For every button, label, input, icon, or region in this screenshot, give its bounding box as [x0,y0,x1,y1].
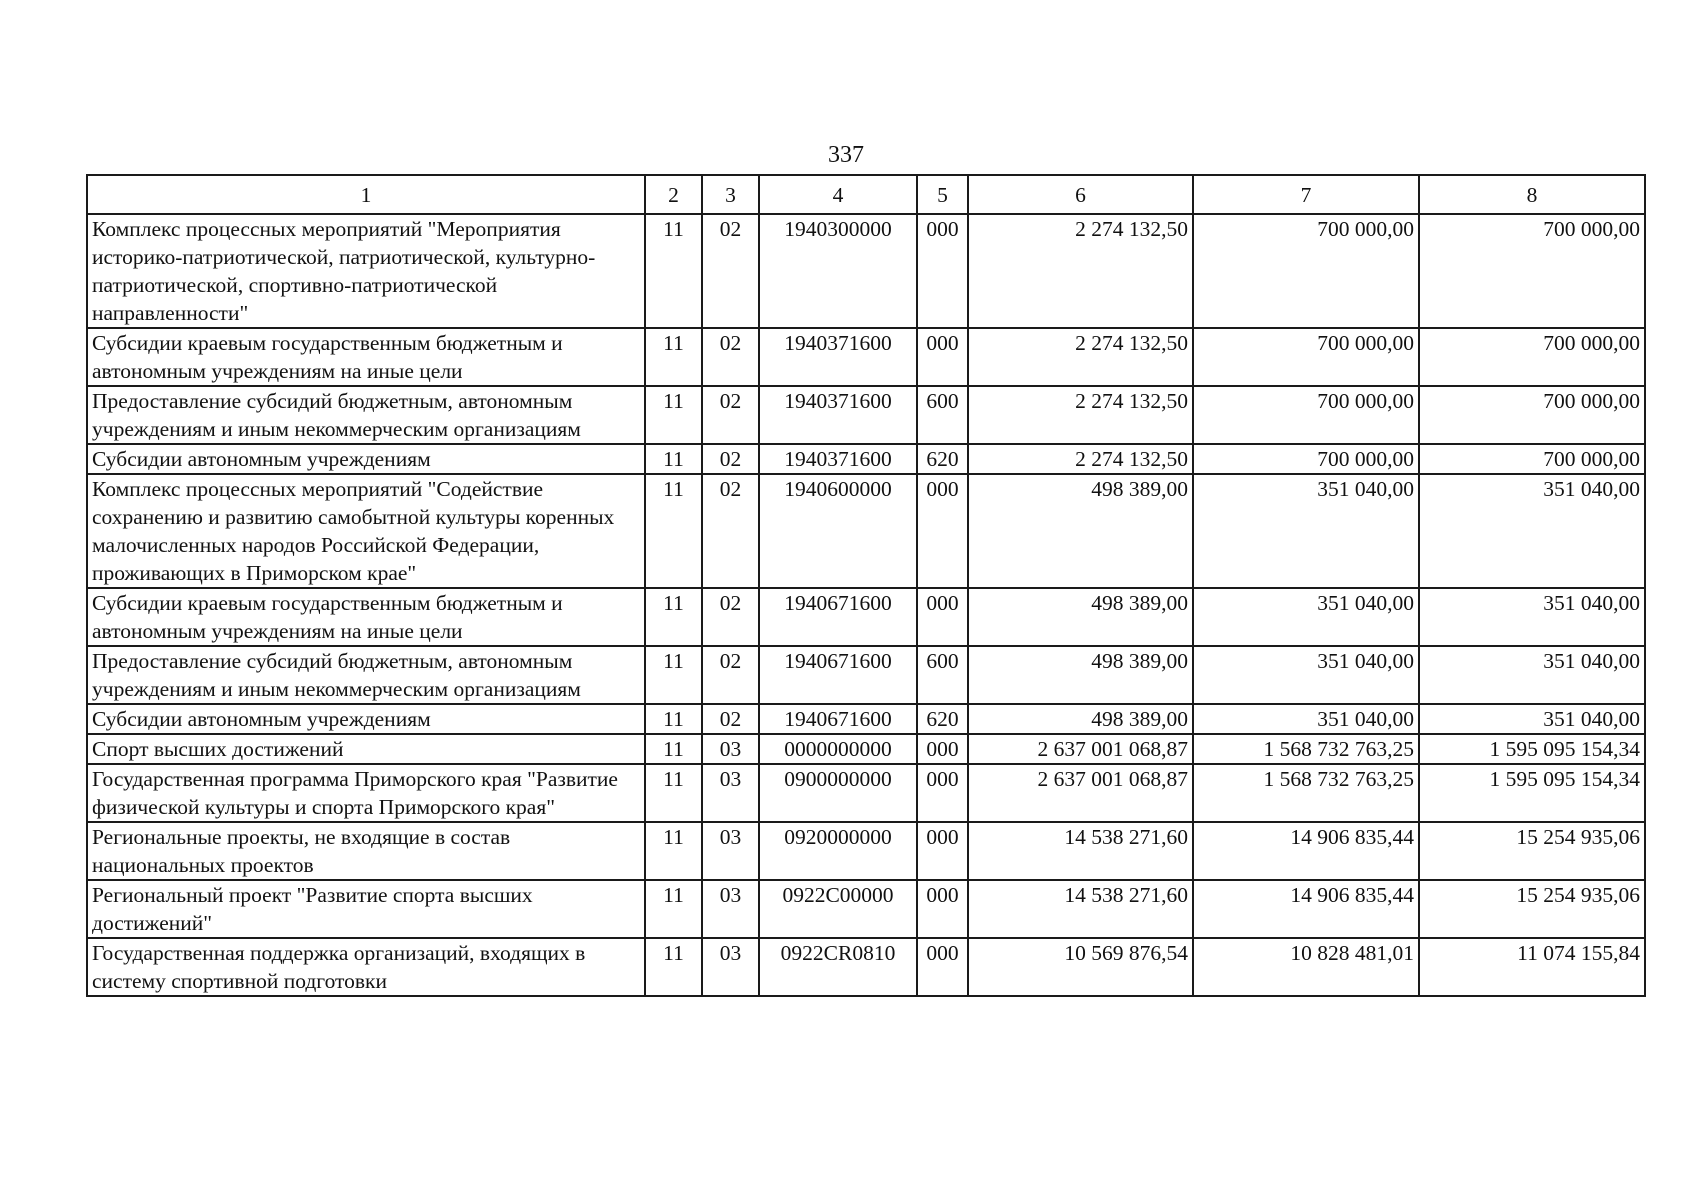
table-row [87,938,1645,996]
table-row [87,764,1645,822]
table-row [87,386,1645,444]
amount-col7: 700 000,00 [1193,214,1419,328]
amount-col8: 15 254 935,06 [1419,822,1645,880]
target-article-code: 0922CR0810 [759,938,917,996]
section-code: 11 [645,444,702,474]
amount-col8: 1 595 095 154,34 [1419,734,1645,764]
subsection-code: 02 [702,646,759,704]
subsection-code: 02 [702,214,759,328]
amount-col6: 2 274 132,50 [968,386,1193,444]
amount-col7: 700 000,00 [1193,386,1419,444]
target-article-code: 1940671600 [759,646,917,704]
amount-col8: 700 000,00 [1419,328,1645,386]
amount-col6: 2 637 001 068,87 [968,764,1193,822]
item-name: Комплекс процессных мероприятий "Мероприятия историко-патриотической, патриотической, культурно-патриотической, спортивно-патриотической направленности" [87,214,645,328]
amount-col8: 700 000,00 [1419,214,1645,328]
target-article-code: 1940600000 [759,474,917,588]
item-name: Комплекс процессных мероприятий "Содействие сохранению и развитию самобытной культуры коренных малочисленных народов Российской Федерации, проживающих в Приморском крае" [87,474,645,588]
amount-col6: 14 538 271,60 [968,880,1193,938]
target-article-code: 1940300000 [759,214,917,328]
item-name: Спорт высших достижений [87,734,645,764]
header-cell: 5 [917,175,968,214]
expense-type-code: 600 [917,646,968,704]
item-name: Региональный проект "Развитие спорта высших достижений" [87,880,645,938]
item-name: Региональные проекты, не входящие в состав национальных проектов [87,822,645,880]
amount-col8: 351 040,00 [1419,704,1645,734]
amount-col6: 498 389,00 [968,646,1193,704]
header-cell: 4 [759,175,917,214]
header-cell: 8 [1419,175,1645,214]
subsection-code: 03 [702,822,759,880]
section-code: 11 [645,386,702,444]
target-article-code: 0922C00000 [759,880,917,938]
header-cell: 6 [968,175,1193,214]
target-article-code: 1940371600 [759,444,917,474]
amount-col7: 1 568 732 763,25 [1193,764,1419,822]
section-code: 11 [645,646,702,704]
item-name: Субсидии автономным учреждениям [87,704,645,734]
amount-col7: 700 000,00 [1193,444,1419,474]
target-article-code: 1940371600 [759,386,917,444]
table-row [87,646,1645,704]
amount-col7: 700 000,00 [1193,328,1419,386]
amount-col7: 351 040,00 [1193,704,1419,734]
item-name: Субсидии краевым государственным бюджетным и автономным учреждениям на иные цели [87,328,645,386]
subsection-code: 02 [702,704,759,734]
expense-type-code: 000 [917,474,968,588]
section-code: 11 [645,822,702,880]
expense-type-code: 000 [917,588,968,646]
page-number: 337 [828,142,864,168]
amount-col8: 351 040,00 [1419,588,1645,646]
amount-col6: 2 274 132,50 [968,328,1193,386]
section-code: 11 [645,588,702,646]
table-row [87,214,1645,328]
subsection-code: 03 [702,938,759,996]
expense-type-code: 000 [917,734,968,764]
item-name: Государственная программа Приморского края "Развитие физической культуры и спорта Приморского края" [87,764,645,822]
amount-col8: 351 040,00 [1419,646,1645,704]
expense-type-code: 000 [917,328,968,386]
item-name: Предоставление субсидий бюджетным, автономным учреждениям и иным некоммерческим организациям [87,386,645,444]
table-row [87,474,1645,588]
subsection-code: 03 [702,880,759,938]
header-cell: 2 [645,175,702,214]
item-name: Предоставление субсидий бюджетным, автономным учреждениям и иным некоммерческим организациям [87,646,645,704]
target-article-code: 0920000000 [759,822,917,880]
amount-col7: 1 568 732 763,25 [1193,734,1419,764]
header-cell: 1 [87,175,645,214]
item-name: Субсидии краевым государственным бюджетным и автономным учреждениям на иные цели [87,588,645,646]
header-row [87,175,1645,214]
table-row [87,880,1645,938]
amount-col6: 498 389,00 [968,588,1193,646]
subsection-code: 03 [702,734,759,764]
table-row [87,734,1645,764]
subsection-code: 02 [702,386,759,444]
section-code: 11 [645,704,702,734]
section-code: 11 [645,214,702,328]
section-code: 11 [645,938,702,996]
table-row [87,444,1645,474]
expense-type-code: 000 [917,822,968,880]
amount-col8: 11 074 155,84 [1419,938,1645,996]
amount-col7: 351 040,00 [1193,646,1419,704]
section-code: 11 [645,734,702,764]
expense-type-code: 600 [917,386,968,444]
amount-col7: 14 906 835,44 [1193,880,1419,938]
expense-type-code: 000 [917,938,968,996]
amount-col7: 351 040,00 [1193,474,1419,588]
amount-col7: 10 828 481,01 [1193,938,1419,996]
subsection-code: 02 [702,588,759,646]
amount-col8: 351 040,00 [1419,474,1645,588]
amount-col8: 1 595 095 154,34 [1419,764,1645,822]
amount-col6: 10 569 876,54 [968,938,1193,996]
subsection-code: 02 [702,444,759,474]
header-cell: 7 [1193,175,1419,214]
target-article-code: 0000000000 [759,734,917,764]
budget-table [86,174,1646,997]
section-code: 11 [645,764,702,822]
amount-col6: 2 637 001 068,87 [968,734,1193,764]
amount-col6: 14 538 271,60 [968,822,1193,880]
section-code: 11 [645,880,702,938]
expense-type-code: 000 [917,214,968,328]
amount-col7: 14 906 835,44 [1193,822,1419,880]
amount-col6: 2 274 132,50 [968,214,1193,328]
target-article-code: 1940671600 [759,588,917,646]
target-article-code: 1940671600 [759,704,917,734]
expense-type-code: 000 [917,764,968,822]
section-code: 11 [645,474,702,588]
expense-type-code: 000 [917,880,968,938]
amount-col8: 700 000,00 [1419,444,1645,474]
amount-col7: 351 040,00 [1193,588,1419,646]
amount-col8: 15 254 935,06 [1419,880,1645,938]
target-article-code: 1940371600 [759,328,917,386]
table-row [87,704,1645,734]
expense-type-code: 620 [917,444,968,474]
subsection-code: 02 [702,474,759,588]
target-article-code: 0900000000 [759,764,917,822]
subsection-code: 03 [702,764,759,822]
amount-col8: 700 000,00 [1419,386,1645,444]
header-cell: 3 [702,175,759,214]
table-row [87,328,1645,386]
section-code: 11 [645,328,702,386]
table-row [87,822,1645,880]
item-name: Государственная поддержка организаций, входящих в систему спортивной подготовки [87,938,645,996]
subsection-code: 02 [702,328,759,386]
item-name: Субсидии автономным учреждениям [87,444,645,474]
expense-type-code: 620 [917,704,968,734]
amount-col6: 2 274 132,50 [968,444,1193,474]
amount-col6: 498 389,00 [968,474,1193,588]
table-row [87,588,1645,646]
amount-col6: 498 389,00 [968,704,1193,734]
